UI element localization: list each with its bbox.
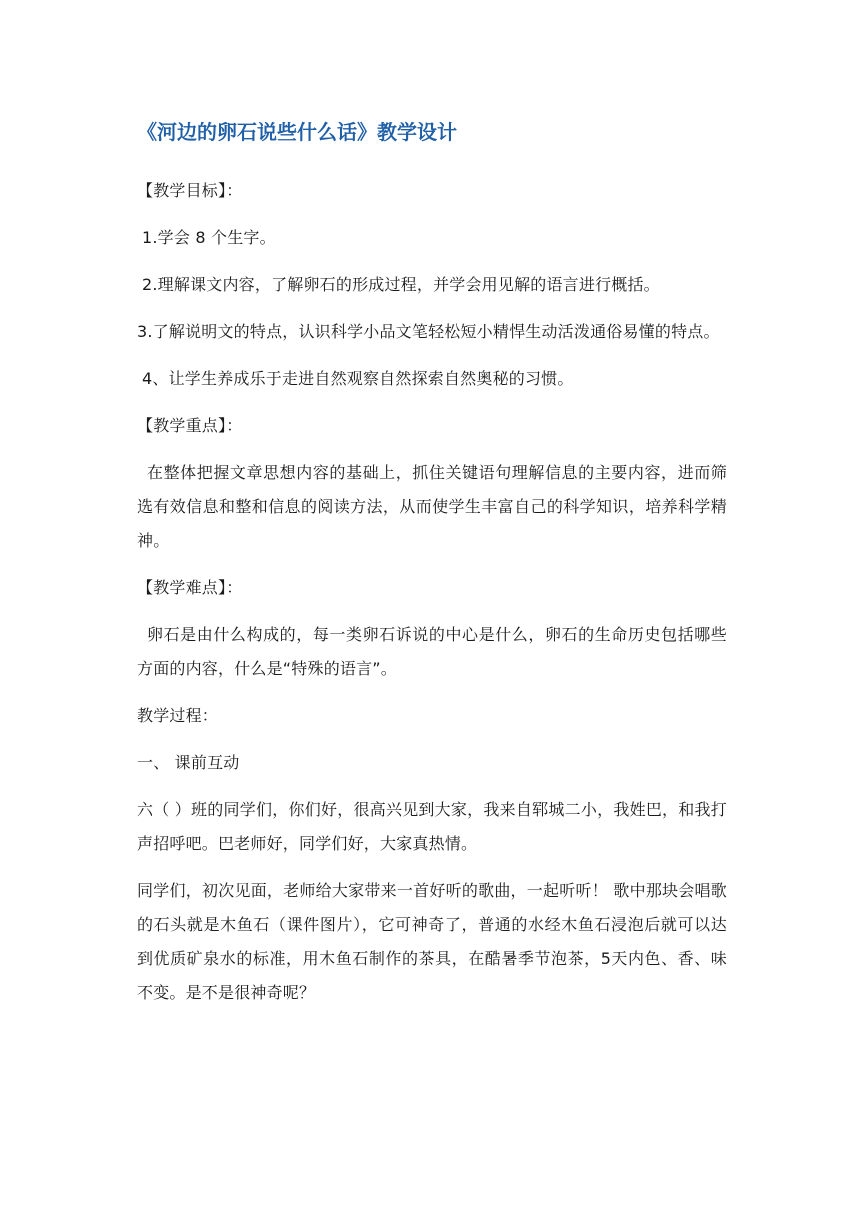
goal-item-3: 3.了解说明文的特点，认识科学小品文笔轻松短小精悍生动活泼通俗易懂的特点。 <box>137 322 720 341</box>
goal-item-4: 4、让学生养成乐于走进自然观察自然探索自然奥秘的习惯。 <box>142 369 574 388</box>
document-title: 《河边的卵石说些什么话》教学设计 <box>137 120 457 144</box>
heading-teaching-goals: 【教学目标】： <box>137 181 243 200</box>
heading-teaching-process: 教学过程： <box>137 706 219 725</box>
heading-teaching-focus: 【教学重点】： <box>137 416 243 435</box>
teaching-difficulty-text: 卵石是由什么构成的，每一类卵石诉说的中心是什么，卵石的生命历史包括哪些方面的内容，什么是“特殊的语言”。 <box>137 625 727 678</box>
teaching-focus-text: 在整体把握文章思想内容的基础上，抓住关键语句理解信息的主要内容，进而筛选有效信息和整和信息的阅读方法，从而使学生丰富自己的科学知识，培养科学精神。 <box>137 463 727 550</box>
document-body <box>137 116 727 1023</box>
heading-teaching-difficulty: 【教学难点】： <box>137 578 243 597</box>
process-paragraph-1: 六（ ）班的同学们，你们好，很高兴见到大家，我来自郓城二小，我姓巴，和我打声招呼吧。巴老师好，同学们好，大家真热情。 <box>137 800 727 853</box>
goal-item-1: 1.学会 8 个生字。 <box>142 228 276 247</box>
section-heading-1: 一、 课前互动 <box>137 753 240 772</box>
goal-item-2: 2.理解课文内容，了解卵石的形成过程，并学会用见解的语言进行概括。 <box>142 275 660 294</box>
process-paragraph-2: 同学们，初次见面，老师给大家带来一首好听的歌曲，一起听听！ 歌中那块会唱歌的石头就是木鱼石（课件图片），它可神奇了，普通的水经木鱼石浸泡后就可以达到优质矿泉水的标准，用木鱼石制作的茶具，在酷暑季节泡茶，5天内色、香、味不变。是不是很神奇呢？ <box>137 881 727 1002</box>
